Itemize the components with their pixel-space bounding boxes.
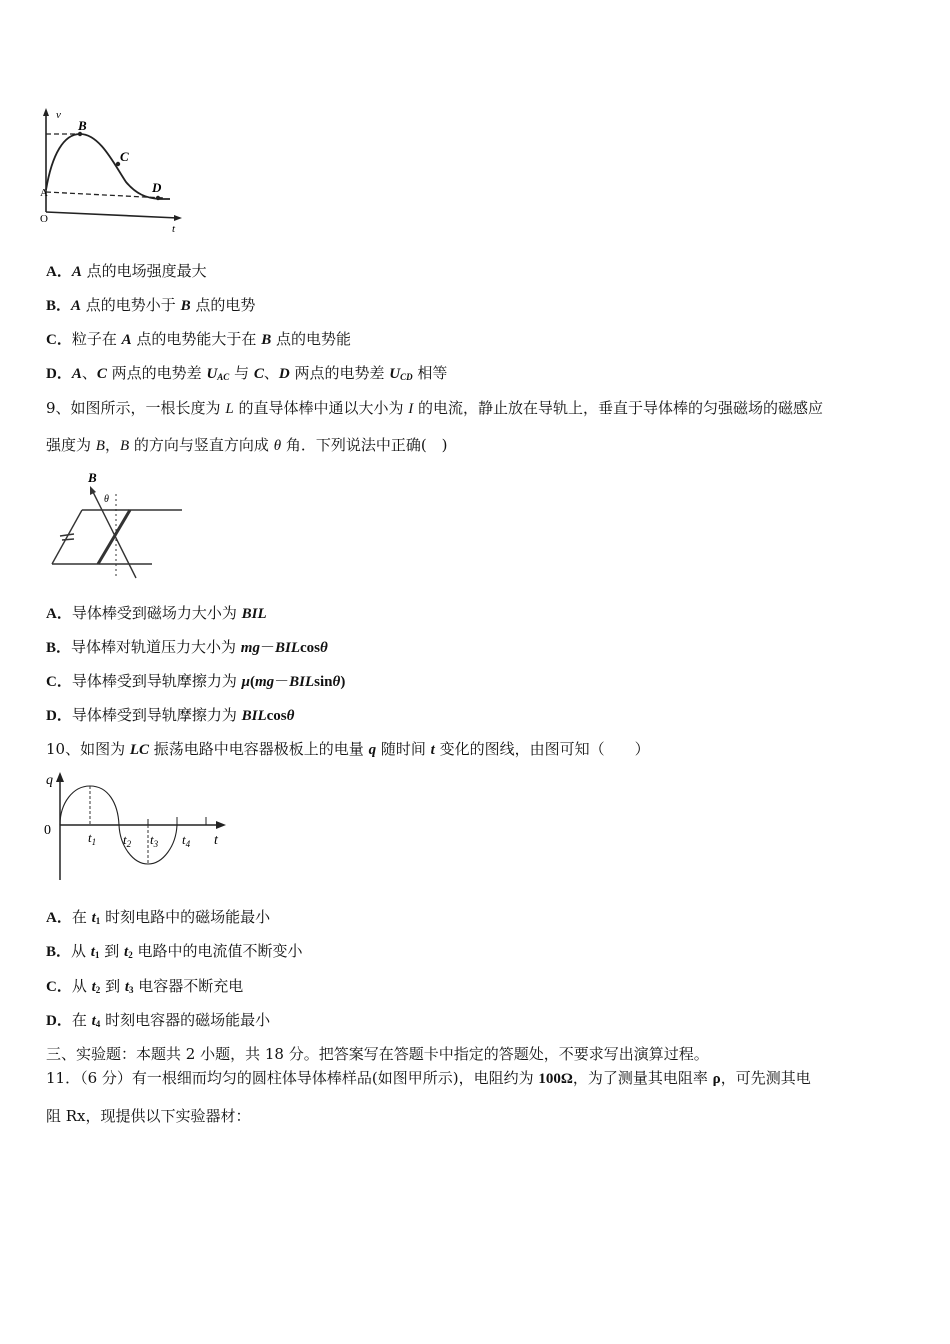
rail-conductor-diagram [40, 466, 190, 586]
q8-option-a: A．A 点的电场强度最大 [46, 262, 207, 280]
section-heading-experiment: 三、实验题：本题共 2 小题，共 18 分。把答案写在答题卡中指定的答题处，不要求写出演算过程。 [46, 1045, 709, 1063]
q8-option-d: D．A、C 两点的电势差 $U_{AC}$ 与 C、D 两点的电势差 $U_{CD}$ 相等 [46, 364, 448, 382]
svg-text:A: A [40, 187, 48, 199]
charge-time-graph [38, 768, 238, 886]
svg-text:t1: $t_1$ [88, 830, 97, 847]
svg-text:t: t [172, 223, 176, 235]
q9-option-c: C．导体棒受到导轨摩擦力为 μ(mg－BILsinθ) [46, 672, 346, 690]
svg-text:θ: θ [104, 494, 109, 505]
axis-v-label: v [56, 109, 61, 121]
svg-text:C: C [120, 149, 129, 164]
q10-option-b: B．从 $t_1$ 到 $t_2$ 电路中的电流值不断变小 [46, 942, 303, 960]
q11-stem-line1: 11．（6 分）有一根细而均匀的圆柱体导体棒样品(如图甲所示)，电阻约为 100Ω，为了测量其电阻率 ρ，可先测其电 [46, 1069, 811, 1087]
q8-option-c: C．粒子在 A 点的电势能大于在 B 点的电势能 [46, 330, 351, 348]
svg-text:0: 0 [44, 823, 51, 838]
q10-option-a: A．在 $t_1$ 时刻电路中的磁场能最小 [46, 908, 271, 926]
svg-text:t2: $t_2$ [123, 832, 132, 849]
q10-stem: 10、如图为 LC 振荡电路中电容器极板上的电量 q 随时间 t 变化的图线，由图可知（ ） [46, 740, 650, 758]
q9-stem-line1: 9、如图所示，一根长度为 L 的直导体棒中通以大小为 I 的电流，静止放在导轨上，垂直于导体棒的匀强磁场的磁感应 [46, 399, 823, 417]
q9-stem-line2: 强度为 B，B 的方向与竖直方向成 θ 角．下列说法中正确( ) [46, 436, 448, 454]
svg-text:t: t [214, 833, 218, 848]
q9-option-a: A．导体棒受到磁场力大小为 BIL [46, 604, 267, 622]
svg-text:q: q [46, 773, 53, 788]
q10-option-c: C．从 $t_2$ 到 $t_3$ 电容器不断充电 [46, 977, 244, 995]
svg-text:O: O [40, 213, 48, 225]
svg-text:B: B [78, 118, 87, 133]
svg-text:B: B [88, 470, 97, 485]
svg-text:t4: $t_4$ [182, 832, 191, 849]
q10-option-d: D．在 $t_4$ 时刻电容器的磁场能最小 [46, 1011, 271, 1029]
q11-stem-line2: 阻 Rx，现提供以下实验器材： [46, 1107, 251, 1125]
q9-option-d: D．导体棒受到导轨摩擦力为 BILcosθ [46, 706, 295, 724]
q8-option-b: B．A 点的电势小于 B 点的电势 [46, 296, 256, 314]
svg-text:D: D [152, 180, 162, 195]
svg-text:t3: $t_3$ [150, 832, 159, 849]
q9-option-b: B．导体棒对轨道压力大小为 mg－BILcosθ [46, 638, 328, 656]
velocity-time-graph [34, 104, 184, 238]
